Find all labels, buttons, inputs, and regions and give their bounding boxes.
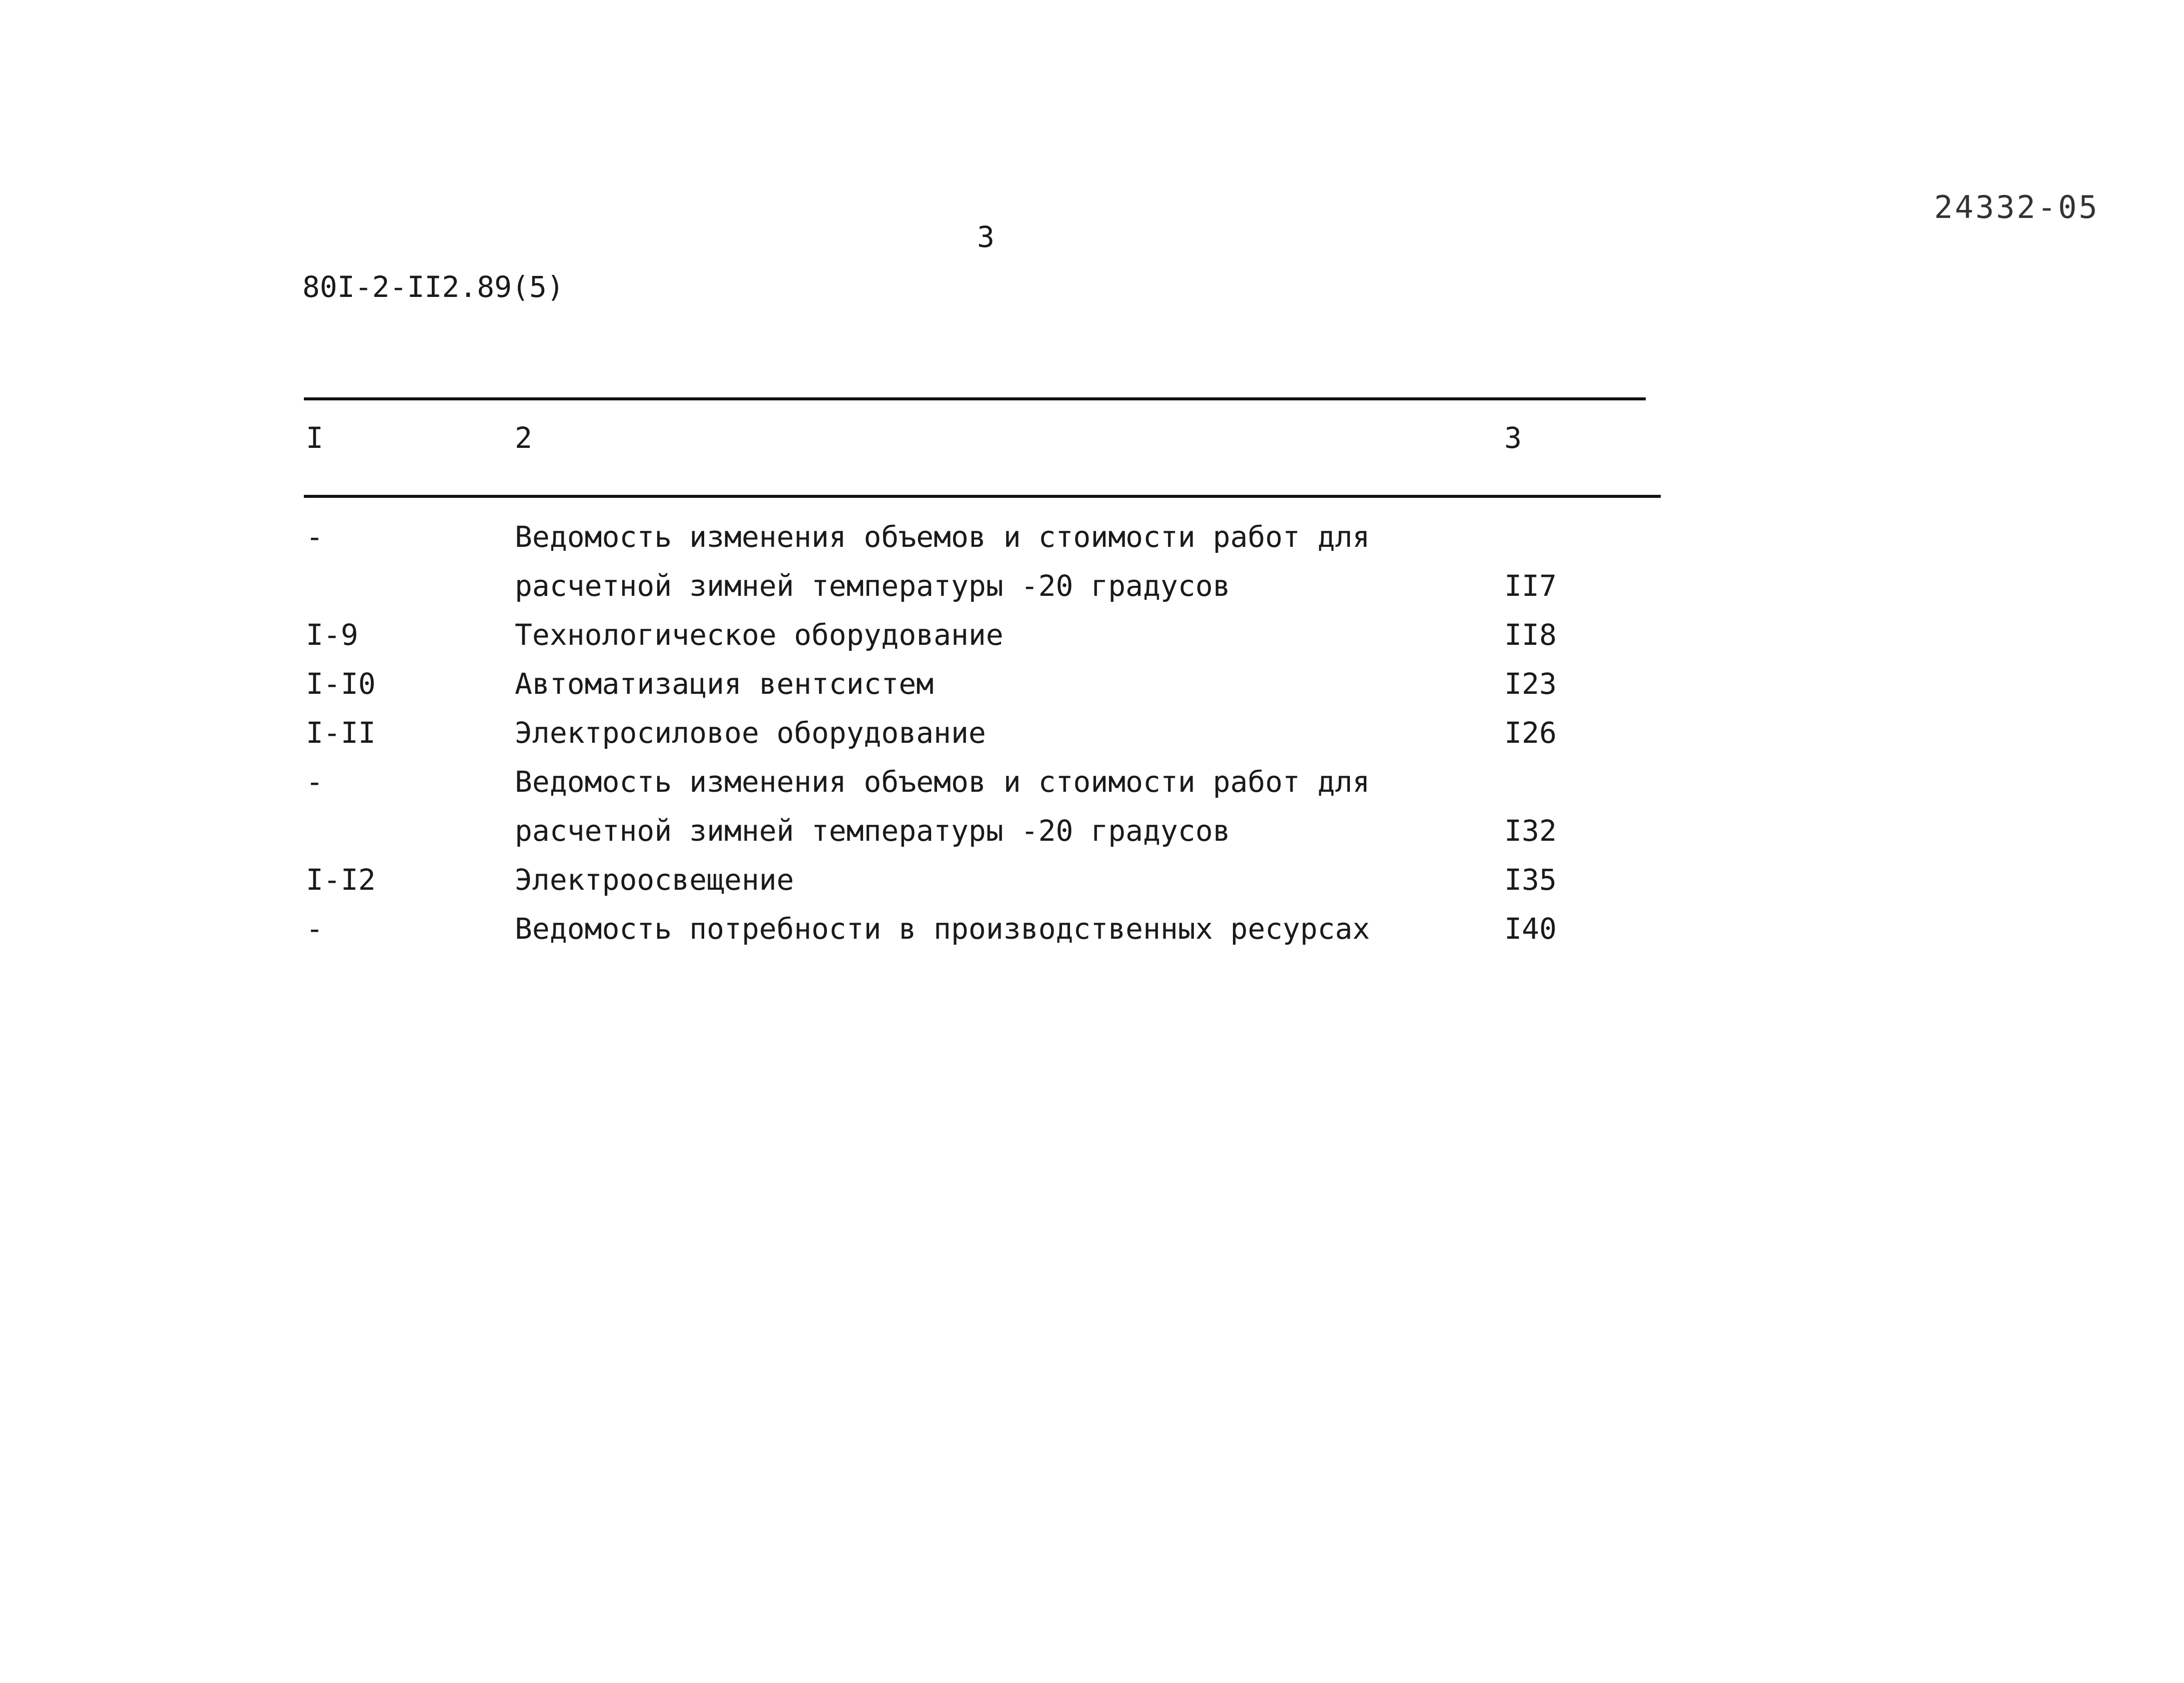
row-sheet-number: I-II [306,716,376,750]
table-row [0,512,2184,561]
document-designation: 80I-2-II2.89(5) [302,270,564,304]
row-sheet-number: I-9 [306,618,358,652]
table-row [0,806,2184,855]
row-page: II8 [1504,618,1557,652]
row-title: Ведомость потребности в производственных ресурсах [515,912,1370,946]
row-sheet-number: I-I2 [306,863,376,897]
table-row [0,904,2184,953]
row-page: I40 [1504,912,1557,946]
table-top-rule [304,397,1646,400]
row-title: Электроосвещение [515,863,794,897]
column-header-3: 3 [1504,421,1522,455]
row-title: расчетной зимней температуры -20 градусов [515,814,1230,848]
row-page: I23 [1504,667,1557,701]
column-header-1: I [306,421,323,455]
table-row [0,855,2184,904]
row-title: Автоматизация вентсистем [515,667,934,701]
row-title: расчетной зимней температуры -20 градусов [515,569,1230,603]
table-row [0,708,2184,757]
row-sheet-number: - [306,765,323,799]
row-title: Ведомость изменения объемов и стоимости работ для [515,765,1370,799]
row-title: Технологическое оборудование [515,618,1004,652]
table-header-rule [304,495,1661,498]
row-sheet-number: I-I0 [306,667,376,701]
row-sheet-number: - [306,912,323,946]
row-page: I32 [1504,814,1557,848]
table-row [0,561,2184,610]
corner-document-code: 24332-05 [1934,189,2100,225]
row-page: I35 [1504,863,1557,897]
row-sheet-number: - [306,520,323,554]
table-row [0,659,2184,708]
row-title: Электросиловое оборудование [515,716,986,750]
row-page: I26 [1504,716,1557,750]
table-row [0,757,2184,806]
table-row [0,610,2184,659]
row-page: II7 [1504,569,1557,603]
page-number: 3 [977,220,995,254]
column-header-2: 2 [515,421,532,455]
row-title: Ведомость изменения объемов и стоимости работ для [515,520,1370,554]
